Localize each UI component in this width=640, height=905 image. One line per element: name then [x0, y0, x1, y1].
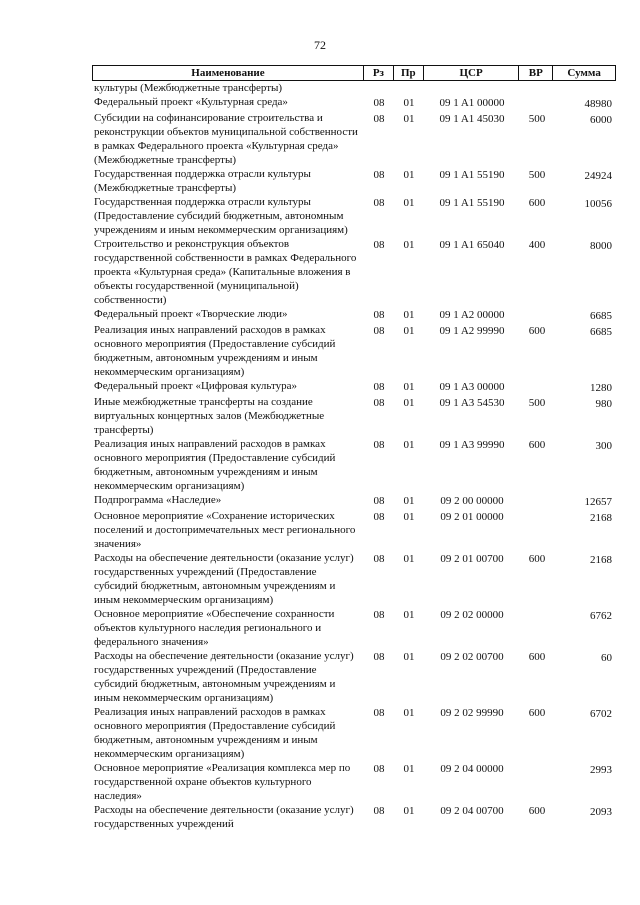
row-rz: 08 — [373, 239, 385, 251]
row-name: Реализация иных направлений расходов в рамках основного мероприятия (Предоставление субсидий бюджетным, автономным учреждениям и иным некоммерческим организациям) — [94, 324, 336, 378]
row-pr: 01 — [403, 239, 415, 251]
row-sum: 6000 — [590, 114, 612, 126]
table-row — [92, 509, 616, 551]
row-pr: 01 — [403, 97, 415, 109]
row-pr: 01 — [403, 325, 415, 337]
row-rz: 08 — [373, 397, 385, 409]
row-csr: 09 1 A2 00000 — [439, 309, 505, 321]
row-vr: 400 — [528, 239, 546, 251]
row-name: Расходы на обеспечение деятельности (оказание услуг) государственных учреждений — [94, 804, 354, 830]
row-pr: 01 — [403, 381, 415, 393]
row-name: Реализация иных направлений расходов в рамках основного мероприятия (Предоставление субсидий бюджетным, автономным учреждениям и иным некоммерческим организациям) — [94, 706, 336, 760]
row-rz: 08 — [373, 511, 385, 523]
table-row — [92, 649, 616, 705]
row-sum: 980 — [595, 398, 612, 410]
row-vr — [520, 307, 554, 323]
row-pr: 01 — [403, 511, 415, 523]
row-csr: 09 1 A1 55190 — [439, 169, 505, 181]
table-row — [92, 437, 616, 493]
row-pr: 01 — [403, 763, 415, 775]
table-row — [92, 167, 616, 195]
row-vr: 600 — [528, 553, 546, 565]
row-rz: 08 — [373, 169, 385, 181]
row-vr — [520, 493, 554, 509]
row-pr: 01 — [403, 553, 415, 565]
row-sum: 12657 — [584, 496, 612, 508]
row-rz: 08 — [373, 763, 385, 775]
row-csr: 09 2 02 00700 — [440, 651, 504, 663]
row-vr: 500 — [528, 113, 546, 125]
row-name: Расходы на обеспечение деятельности (оказание услуг) государственных учреждений (Предоставление субсидий бюджетным, автономным учреждениям и иным некоммерческим организациям) — [94, 552, 354, 606]
row-sum: 48980 — [584, 98, 612, 110]
row-rz: 08 — [373, 197, 385, 209]
row-pr — [394, 81, 424, 95]
row-rz: 08 — [373, 707, 385, 719]
row-sum: 6702 — [590, 708, 612, 720]
row-csr: 09 2 02 99990 — [440, 707, 504, 719]
header-name: Наименование — [93, 66, 364, 80]
row-rz: 08 — [373, 553, 385, 565]
header-sum: Сумма — [567, 67, 601, 79]
table-row — [92, 803, 616, 831]
row-sum: 2093 — [590, 806, 612, 818]
table-row — [92, 761, 616, 803]
row-pr: 01 — [403, 495, 415, 507]
table-row — [92, 493, 616, 509]
row-rz: 08 — [373, 651, 385, 663]
table-row — [92, 195, 616, 237]
row-rz: 08 — [373, 439, 385, 451]
row-rz: 08 — [373, 309, 385, 321]
row-rz: 08 — [373, 495, 385, 507]
row-pr: 01 — [403, 707, 415, 719]
row-name: Федеральный проект «Творческие люди» — [94, 308, 288, 320]
row-vr: 600 — [528, 439, 546, 451]
row-name: Строительство и реконструкция объектов государственной собственности в рамках Федерального проекта «Культурная среда» (Капитальные вложения в объекты государственной (муниципальной) собственности) — [94, 238, 357, 306]
row-sum: 2168 — [590, 512, 612, 524]
row-name: Субсидии на софинансирование строительства и реконструкции объектов муниципальной собственности в рамках Федерального проекта «Культурная среда» (Межбюджетные трансферты) — [94, 112, 358, 166]
row-csr: 09 1 A2 99990 — [439, 325, 505, 337]
table-row — [92, 551, 616, 607]
row-name: Подпрограмма «Наследие» — [94, 494, 222, 506]
row-sum: 2993 — [590, 764, 612, 776]
row-csr: 09 1 A1 65040 — [439, 239, 505, 251]
row-csr: 09 1 A1 45030 — [439, 113, 505, 125]
row-vr: 600 — [528, 197, 546, 209]
row-name: Расходы на обеспечение деятельности (оказание услуг) государственных учреждений (Предоставление субсидий бюджетным, автономным учреждениям и иным некоммерческим организациям) — [94, 650, 354, 704]
row-pr: 01 — [403, 197, 415, 209]
row-sum — [554, 81, 616, 95]
row-csr: 09 2 01 00700 — [440, 553, 504, 565]
row-sum: 60 — [601, 652, 612, 664]
row-vr — [520, 509, 554, 551]
row-vr — [520, 81, 554, 95]
row-rz: 08 — [373, 381, 385, 393]
row-csr: 09 1 A1 55190 — [439, 197, 505, 209]
table-row — [92, 81, 616, 95]
row-name: культуры (Межбюджетные трансферты) — [94, 82, 283, 94]
row-vr: 600 — [528, 707, 546, 719]
row-pr: 01 — [403, 609, 415, 621]
row-name: Основное мероприятие «Сохранение исторических поселений и достопримечательных мест регионального значения» — [94, 510, 356, 550]
row-pr: 01 — [403, 805, 415, 817]
page-number: 72 — [314, 38, 326, 52]
row-pr: 01 — [403, 169, 415, 181]
row-sum: 1280 — [590, 382, 612, 394]
header-csr: ЦСР — [424, 66, 520, 80]
row-pr: 01 — [403, 397, 415, 409]
row-sum: 300 — [595, 440, 612, 452]
row-csr: 09 2 04 00000 — [440, 763, 504, 775]
row-vr: 500 — [528, 169, 546, 181]
row-vr — [520, 379, 554, 395]
row-pr: 01 — [403, 651, 415, 663]
row-name: Основное мероприятие «Обеспечение сохранности объектов культурного наследия регионального и федерального значения» — [94, 608, 335, 648]
row-name: Государственная поддержка отрасли культуры (Межбюджетные трансферты) — [94, 168, 311, 194]
row-vr — [520, 95, 554, 111]
row-sum: 10056 — [584, 198, 612, 210]
row-pr: 01 — [403, 309, 415, 321]
table-row — [92, 323, 616, 379]
row-name: Основное мероприятие «Реализация комплекса мер по государственной охране объектов культурного наследия» — [94, 762, 351, 802]
table-row — [92, 705, 616, 761]
row-name: Федеральный проект «Культурная среда» — [94, 96, 288, 108]
row-vr: 600 — [528, 325, 546, 337]
row-sum: 2168 — [590, 554, 612, 566]
row-vr: 600 — [528, 805, 546, 817]
row-rz: 08 — [373, 97, 385, 109]
row-rz: 08 — [373, 609, 385, 621]
table-row — [92, 607, 616, 649]
row-csr — [424, 81, 520, 95]
row-pr: 01 — [403, 113, 415, 125]
row-rz: 08 — [373, 805, 385, 817]
header-rz: Рз — [364, 66, 394, 80]
row-csr: 09 1 A3 99990 — [439, 439, 505, 451]
budget-table — [92, 65, 616, 831]
table-body — [92, 81, 616, 831]
table-row — [92, 395, 616, 437]
table-row — [92, 237, 616, 307]
row-csr: 09 1 A3 54530 — [439, 397, 505, 409]
row-name: Государственная поддержка отрасли культуры (Предоставление субсидий бюджетным, автономным учреждениям и иным некоммерческим организациям) — [94, 196, 348, 236]
header-pr: Пр — [394, 66, 424, 80]
table-row — [92, 111, 616, 167]
table-header-row — [92, 65, 616, 81]
header-vr: ВР — [519, 66, 553, 80]
row-vr: 600 — [528, 651, 546, 663]
table-row — [92, 379, 616, 395]
row-sum: 6685 — [590, 310, 612, 322]
row-sum: 6685 — [590, 326, 612, 338]
row-csr: 09 2 02 00000 — [440, 609, 504, 621]
row-sum: 6762 — [590, 610, 612, 622]
row-sum: 24924 — [584, 170, 612, 182]
row-vr — [520, 607, 554, 649]
row-csr: 09 1 A3 00000 — [439, 381, 505, 393]
row-csr: 09 2 00 00000 — [440, 495, 504, 507]
row-csr: 09 2 01 00000 — [440, 511, 504, 523]
row-vr — [520, 761, 554, 803]
row-name: Федеральный проект «Цифровая культура» — [94, 380, 298, 392]
row-name: Реализация иных направлений расходов в рамках основного мероприятия (Предоставление субсидий бюджетным, автономным учреждениям и иным некоммерческим организациям) — [94, 438, 336, 492]
table-row — [92, 95, 616, 111]
table-row — [92, 307, 616, 323]
row-vr: 500 — [528, 397, 546, 409]
row-name: Иные межбюджетные трансферты на создание виртуальных концертных залов (Межбюджетные трансферты) — [94, 396, 325, 436]
row-csr: 09 1 A1 00000 — [439, 97, 505, 109]
row-csr: 09 2 04 00700 — [440, 805, 504, 817]
row-rz: 08 — [373, 325, 385, 337]
row-rz: 08 — [373, 113, 385, 125]
row-pr: 01 — [403, 439, 415, 451]
row-sum: 8000 — [590, 240, 612, 252]
row-rz — [364, 81, 394, 95]
